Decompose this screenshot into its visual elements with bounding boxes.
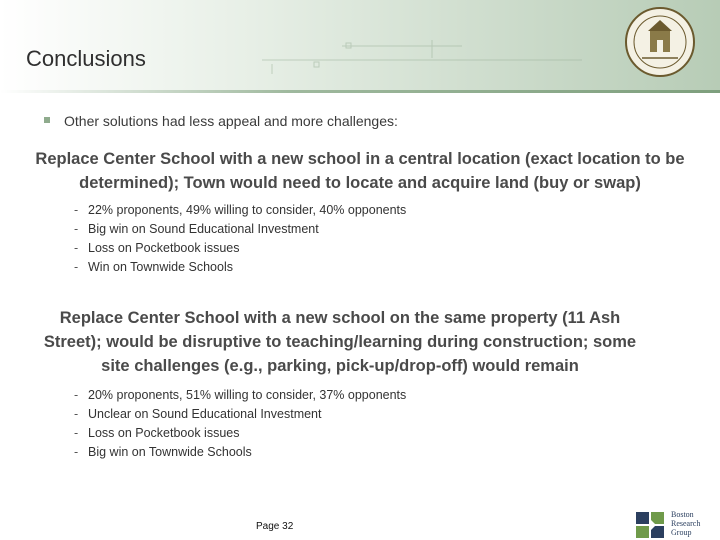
point-text: Unclear on Sound Educational Investment <box>88 407 322 421</box>
header-decoration <box>262 38 582 78</box>
boston-research-group-logo <box>636 510 716 540</box>
list-item: - Loss on Pocketbook issues <box>74 241 240 255</box>
brg-mark-icon <box>636 512 666 538</box>
point-text: Big win on Townwide Schools <box>88 445 252 459</box>
page-number: Page 32 <box>256 521 294 532</box>
list-item: - 22% proponents, 49% willing to consider, 40% opponents <box>74 203 407 217</box>
point-text: 20% proponents, 51% willing to consider, 37% opponents <box>88 388 407 402</box>
page-title: Conclusions <box>26 46 146 71</box>
main-bullet <box>44 113 398 129</box>
town-seal-icon <box>624 6 696 78</box>
point-text: 22% proponents, 49% willing to consider, 40% opponents <box>88 203 407 217</box>
list-item: - Big win on Sound Educational Investment <box>74 222 319 236</box>
point-text: Win on Townwide Schools <box>88 260 233 274</box>
list-item: - Loss on Pocketbook issues <box>74 426 240 440</box>
option-1-points <box>74 201 406 277</box>
point-text: Big win on Sound Educational Investment <box>88 222 319 236</box>
main-bullet-text: Other solutions had less appeal and more challenges: <box>64 113 398 129</box>
list-item: - Big win on Townwide Schools <box>74 445 252 459</box>
list-item: - Win on Townwide Schools <box>74 260 233 274</box>
point-text: Loss on Pocketbook issues <box>88 426 240 440</box>
header-rule <box>0 90 720 93</box>
option-2-heading: Replace Center School with a new school on the same property (11 Ash Street); would be disruptive to teaching/learning during construction; some site challenges (e.g., parking, pick-up/drop-off) would remain <box>43 309 637 375</box>
option-2-points <box>74 386 406 462</box>
logo-text: Boston Research Group <box>671 510 701 537</box>
list-item: - 20% proponents, 51% willing to consider, 37% opponents <box>74 388 407 402</box>
list-item: - Unclear on Sound Educational Investment <box>74 407 322 421</box>
option-1-heading: Replace Center School with a new school in a central location (exact location to be determined); Town would need to locate and acquire land (buy or swap) <box>35 150 685 192</box>
bullet-square-icon <box>44 117 50 123</box>
point-text: Loss on Pocketbook issues <box>88 241 240 255</box>
